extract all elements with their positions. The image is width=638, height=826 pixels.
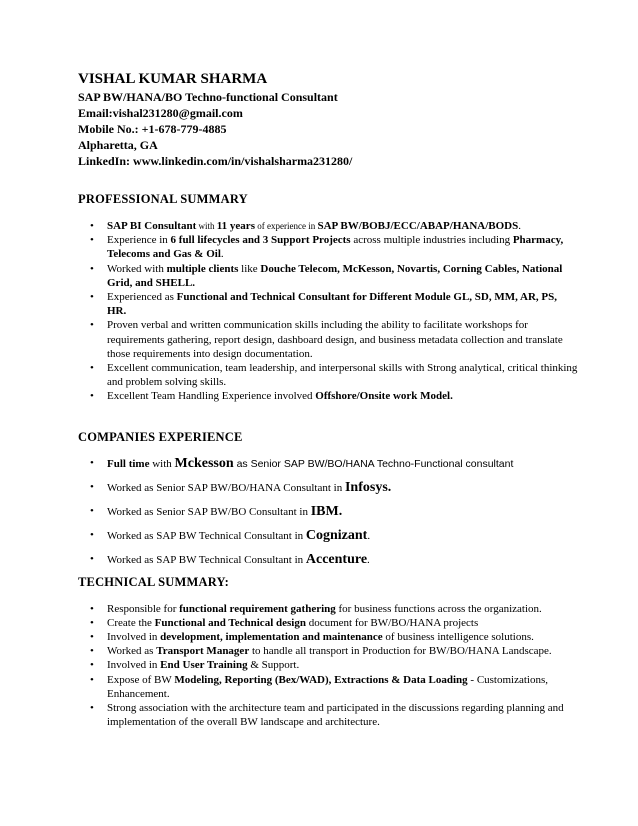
list-item: • Full time with Mckesson as Senior SAP BW/BO/HANA Techno-Functional consultant xyxy=(78,455,578,473)
list-item: • Experienced as Functional and Technical Consultant for Different Module GL, SD, MM, AR, PS, HR. xyxy=(78,290,578,318)
technical-summary-heading: TECHNICAL SUMMARY: xyxy=(78,574,229,589)
list-item: • Worked as Transport Manager to handle all transport in Production for BW/BO/HANA Landscape. xyxy=(78,644,578,658)
list-item: • Worked with multiple clients like Douche Telecom, McKesson, Novartis, Corning Cables, National Grid, and SHELL. xyxy=(78,262,578,290)
list-item: • Strong association with the architecture team and participated in the discussions regarding planning and implementation of the overall BW landscape and architecture. xyxy=(78,701,578,729)
list-item: • Excellent communication, team leadership, and interpersonal skills with Strong analytical, critical thinking and problem solving skills. xyxy=(78,361,578,389)
companies-experience-heading: COMPANIES EXPERIENCE xyxy=(78,429,243,444)
list-item: • Proven verbal and written communication skills including the ability to facilitate workshops for requirements gathering, report design, dashboard design, and business metadata collection and translate those requirements into design documentation. xyxy=(78,318,578,361)
resume-page xyxy=(78,70,578,729)
list-item: • Involved in End User Training & Support. xyxy=(78,658,578,672)
list-item: • Expose of BW Modeling, Reporting (Bex/WAD), Extractions & Data Loading - Customizations, Enhancement. xyxy=(78,673,578,701)
candidate-name: VISHAL KUMAR SHARMA xyxy=(78,71,268,87)
list-item: • Involved in development, implementation and maintenance of business intelligence solutions. xyxy=(78,630,578,644)
candidate-email[interactable]: Email:vishal231280@gmail.com xyxy=(78,106,243,120)
list-item: • Experience in 6 full lifecycles and 3 Support Projects across multiple industries including Pharmacy, Telecoms and Gas & Oil. xyxy=(78,233,578,261)
list-item: • Worked as SAP BW Technical Consultant in Cognizant. xyxy=(78,527,578,545)
list-item: • Worked as Senior SAP BW/BO/HANA Consultant in Infosys. xyxy=(78,479,578,497)
companies-experience-list xyxy=(78,455,578,569)
professional-summary-list xyxy=(78,219,578,404)
technical-summary-list xyxy=(78,602,578,730)
candidate-linkedin[interactable]: LinkedIn: www.linkedin.com/in/vishalsharma231280/ xyxy=(78,154,353,168)
list-item: • Create the Functional and Technical design document for BW/BO/HANA projects xyxy=(78,616,578,630)
list-item: • Excellent Team Handling Experience involved Offshore/Onsite work Model. xyxy=(78,389,578,403)
list-item: • Worked as Senior SAP BW/BO Consultant in IBM. xyxy=(78,503,578,521)
candidate-title: SAP BW/HANA/BO Techno-functional Consultant xyxy=(78,90,338,104)
candidate-location: Alpharetta, GA xyxy=(78,138,158,152)
list-item: • Responsible for functional requirement gathering for business functions across the organization. xyxy=(78,602,578,616)
list-item: • Worked as SAP BW Technical Consultant in Accenture. xyxy=(78,551,578,569)
professional-summary-heading: PROFESSIONAL SUMMARY xyxy=(78,192,248,206)
list-item: • SAP BI Consultant with 11 years of experience in SAP BW/BOBJ/ECC/ABAP/HANA/BODS. xyxy=(78,219,578,233)
candidate-mobile: Mobile No.: +1-678-779-4885 xyxy=(78,122,227,136)
resume-header xyxy=(78,70,578,169)
